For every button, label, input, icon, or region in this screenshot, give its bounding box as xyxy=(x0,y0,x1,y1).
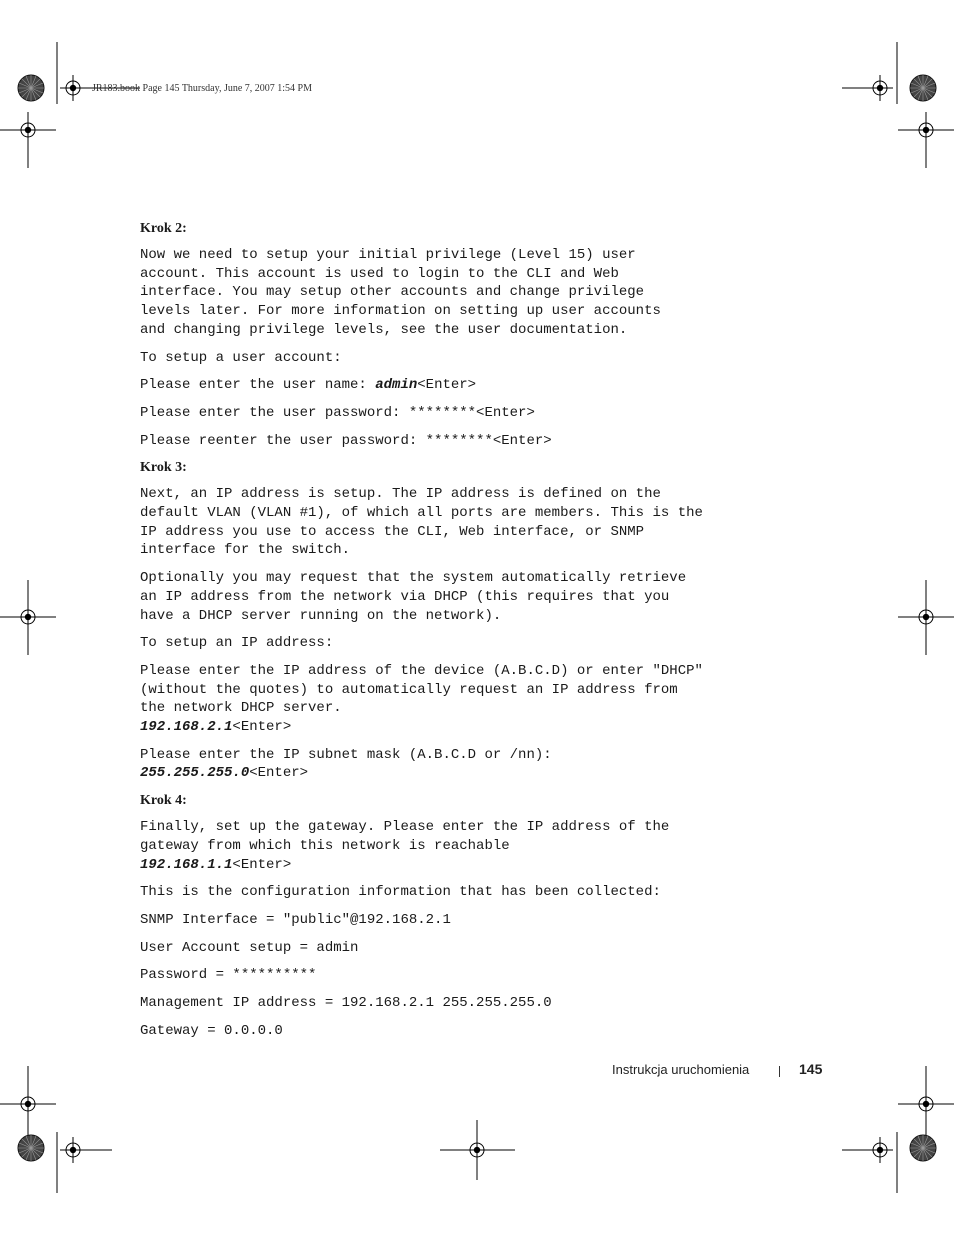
ip-value: 192.168.2.1 xyxy=(140,719,233,736)
print-header: JR183.book Page 145 Thursday, June 7, 2007 1:54 PM xyxy=(92,83,312,94)
password-reenter-prompt: Please reenter the user password: ********<Enter> xyxy=(140,432,552,449)
step-2-intro: Now we need to setup your initial privilege (Level 15) user account. This account is used to login to the CLI and Web interface. You may setup other accounts and change privilege levels later. For more information on setting up user accounts and changing privilege levels, see the user documentation. xyxy=(140,247,661,338)
step-2-heading: Krok 2: xyxy=(140,221,187,236)
mask-prompt-block xyxy=(140,746,780,783)
ip-prompt: Please enter the IP address of the device (A.B.C.D) or enter "DHCP" (without the quotes) to automatically request an IP address from the network DHCP server. xyxy=(140,662,703,717)
gateway-line: Gateway = 0.0.0.0 xyxy=(140,1022,283,1039)
snmp-interface-line: SNMP Interface = "public"@192.168.2.1 xyxy=(140,911,451,928)
gateway-prompt-block xyxy=(140,818,780,874)
step-3-intro: Next, an IP address is setup. The IP address is defined on the default VLAN (VLAN #1), of which all ports are members. This is the IP address you use to access the CLI, Web interface, or SNMP interface for the switch. xyxy=(140,486,703,559)
enter-key: <Enter> xyxy=(249,765,309,782)
user-account-line: User Account setup = admin xyxy=(140,939,359,956)
enter-key: <Enter> xyxy=(232,856,292,873)
dhcp-optional-text: Optionally you may request that the system automatically retrieve an IP address from the network via DHCP (this requires that you have a DHCP server running on the network). xyxy=(140,570,687,624)
password-prompt: Please enter the user password: ********<Enter> xyxy=(140,404,535,421)
footer-divider xyxy=(779,1066,780,1077)
user-name-prompt-line xyxy=(140,376,780,395)
step-3-heading: Krok 3: xyxy=(140,460,187,476)
setup-ip-text: To setup an IP address: xyxy=(140,635,334,652)
step-4-heading: Krok 4: xyxy=(140,793,187,809)
enter-key: <Enter> xyxy=(232,719,292,736)
page-number: 145 xyxy=(799,1061,823,1077)
collected-info-text: This is the configuration information that has been collected: xyxy=(140,884,661,901)
management-ip-line: Management IP address = 192.168.2.1 255.255.255.0 xyxy=(140,995,552,1012)
password-line: Password = ********** xyxy=(140,967,317,984)
setup-user-text: To setup a user account: xyxy=(140,349,342,366)
mask-prompt: Please enter the IP subnet mask (A.B.C.D or /nn): xyxy=(140,746,552,763)
gateway-value: 192.168.1.1 xyxy=(140,856,233,873)
enter-key: <Enter> xyxy=(417,377,477,394)
mask-value: 255.255.255.0 xyxy=(140,765,250,782)
user-name-prompt: Please enter the user name: xyxy=(140,377,376,394)
gateway-prompt: Finally, set up the gateway. Please enter the IP address of the gateway from which this network is reachable xyxy=(140,819,670,854)
footer-section-title: Instrukcja uruchomienia xyxy=(612,1062,750,1077)
user-name-value: admin xyxy=(375,377,418,394)
page-content xyxy=(140,220,780,1050)
ip-prompt-block xyxy=(140,662,780,737)
